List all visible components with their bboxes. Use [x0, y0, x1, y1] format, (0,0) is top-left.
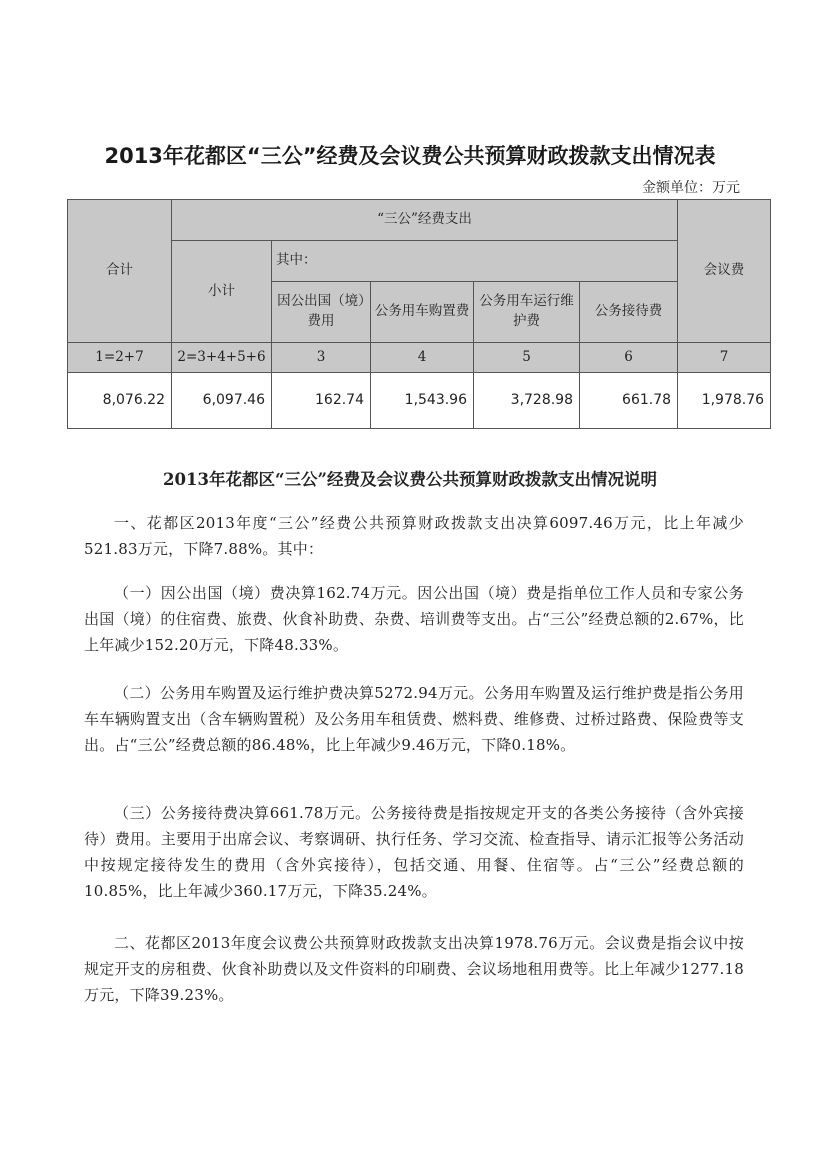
value-abroad: 162.74	[272, 373, 371, 429]
value-total: 8,076.22	[68, 373, 172, 429]
col-vehicle-maint: 公务用车运行维护费	[474, 282, 580, 343]
formula-cell: 3	[272, 343, 371, 373]
value-vehicle-maint: 3,728.98	[474, 373, 580, 429]
col-abroad: 因公出国（境）费用	[272, 282, 371, 343]
value-meeting: 1,978.76	[678, 373, 771, 429]
budget-table	[67, 199, 771, 429]
value-vehicle-purchase: 1,543.96	[371, 373, 474, 429]
value-subtotal: 6,097.46	[172, 373, 272, 429]
header-total: 合计	[68, 200, 172, 343]
header-sangong: “三公”经费支出	[172, 200, 678, 241]
col-vehicle-purchase: 公务用车购置费	[371, 282, 474, 343]
formula-cell: 6	[580, 343, 678, 373]
formula-cell: 4	[371, 343, 474, 373]
paragraph: 二、花都区2013年度会议费公共预算财政拨款支出决算1978.76万元。会议费是指会议中按规定开支的房租费、伙食补助费以及文件资料的印刷费、会议场地租用费等。比上年减少1277.18万元，下降39.23%。	[84, 934, 744, 1004]
formula-cell: 5	[474, 343, 580, 373]
page-title: 2013年花都区“三公”经费及会议费公共预算财政拨款支出情况表	[104, 144, 716, 168]
formula-cell: 2=3+4+5+6	[172, 343, 272, 373]
header-subtotal: 小计	[172, 241, 272, 343]
formula-cell: 7	[678, 343, 771, 373]
header-among: 其中：	[272, 241, 678, 282]
formula-cell: 1=2+7	[68, 343, 172, 373]
explanation-title: 2013年花都区“三公”经费及会议费公共预算财政拨款支出情况说明	[163, 470, 657, 489]
paragraph: （三）公务接待费决算661.78万元。公务接待费是指按规定开支的各类公务接待（含外宾接待）费用。主要用于出席会议、考察调研、执行任务、学习交流、检查指导、请示汇报等公务活动中按规定接待发生的费用（含外宾接待），包括交通、用餐、住宿等。占“三公”经费总额的10.85%，比上年减少360.17万元，下降35.24%。	[84, 804, 744, 900]
col-reception: 公务接待费	[580, 282, 678, 343]
paragraph: （一）因公出国（境）费决算162.74万元。因公出国（境）费是指单位工作人员和专家公务出国（境）的住宿费、旅费、伙食补助费、杂费、培训费等支出。占“三公”经费总额的2.67%，比上年减少152.20万元，下降48.33%。	[84, 584, 744, 654]
paragraph: 一、花都区2013年度“三公”经费公共预算财政拨款支出决算6097.46万元，比上年减少521.83万元，下降7.88%。其中：	[84, 514, 744, 558]
amount-unit: 金额单位：万元	[642, 180, 740, 196]
header-meeting: 会议费	[678, 200, 771, 343]
paragraph: （二）公务用车购置及运行维护费决算5272.94万元。公务用车购置及运行维护费是指公务用车车辆购置支出（含车辆购置税）及公务用车租赁费、燃料费、维修费、过桥过路费、保险费等支出。占“三公”经费总额的86.48%，比上年减少9.46万元，下降0.18%。	[84, 684, 744, 754]
value-reception: 661.78	[580, 373, 678, 429]
